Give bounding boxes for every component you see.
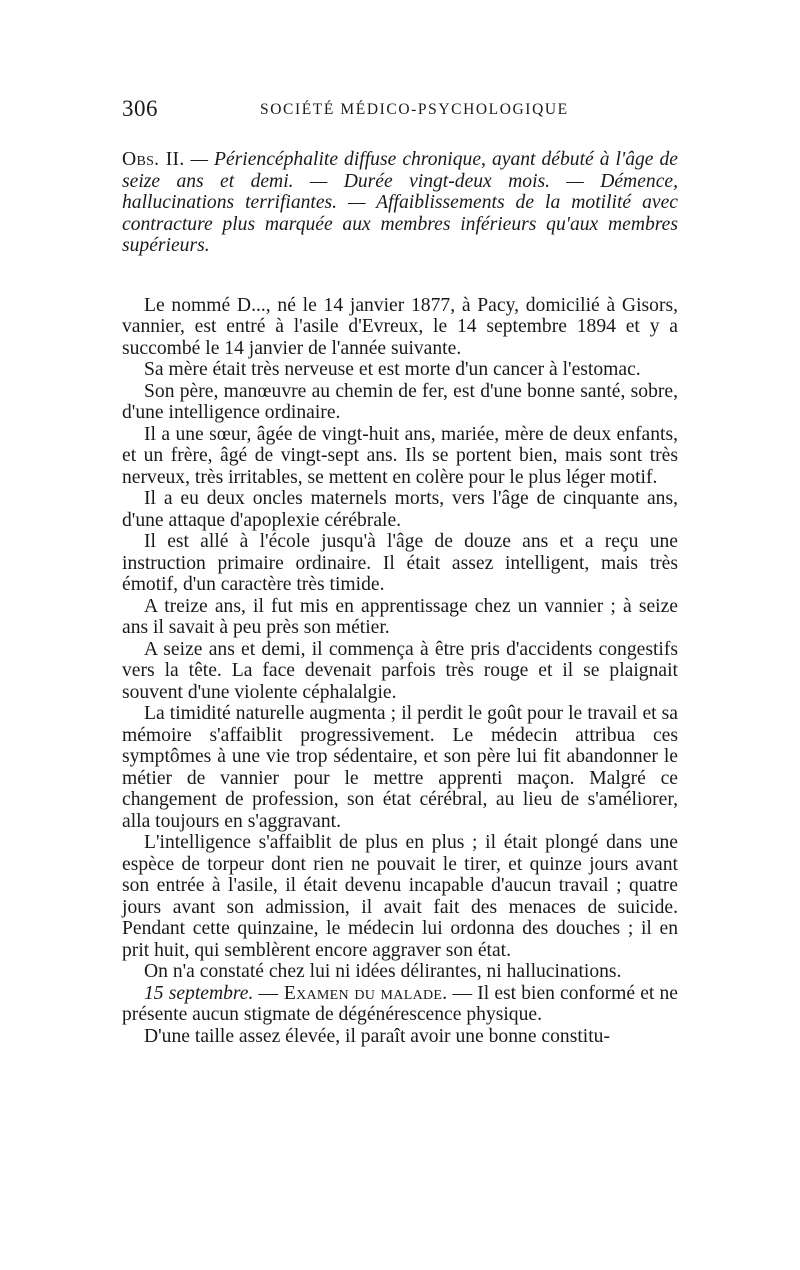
page-header — [122, 96, 678, 126]
page-number: 306 — [122, 96, 158, 121]
exam-date: 15 septembre. — [144, 982, 254, 1004]
paragraph: Il a une sœur, âgée de vingt-huit ans, mariée, mère de deux enfants, et un frère, âgé de vingt-sept ans. Ils se portent bien, mais sont très nerveux, très irritables, se mettent en colère pour le plus léger motif. — [122, 423, 678, 488]
last-paragraph: D'une taille assez élevée, il paraît avoir une bonne constitu- — [144, 1025, 610, 1047]
observation-title: — Périencéphalite diffuse chronique, ayant débuté à l'âge de seize ans et demi. — Durée vingt-deux mois. — Démence, hallucinations terrifiantes. — Affaiblissements de la motilité avec contracture plus marquée aux membres inférieurs qu'aux membres supérieurs. — [122, 149, 678, 256]
exam-heading: — Examen du malade. — [258, 982, 448, 1004]
paragraph: Sa mère était très nerveuse et est morte d'un cancer à l'estomac. — [144, 359, 641, 380]
paragraph: A seize ans et demi, il commença à être pris d'accidents congestifs vers la tête. La face devenait parfois très rouge et il se plaignait souvent d'une violente céphalalgie. — [122, 638, 678, 703]
running-title: SOCIÉTÉ MÉDICO-PSYCHOLOGIQUE — [260, 101, 569, 118]
paragraph: Le nommé D..., né le 14 janvier 1877, à Pacy, domicilié à Gisors, vannier, est entré à l'asile d'Evreux, le 14 septembre 1894 et y a succombé le 14 janvier de l'année suivante. — [122, 294, 678, 359]
exam-paragraph — [122, 983, 678, 1026]
paragraph: Son père, manœuvre au chemin de fer, est d'une bonne santé, sobre, d'une intelligence ordinaire. — [122, 380, 678, 423]
observation-heading — [122, 149, 678, 257]
paragraph: Il est allé à l'école jusqu'à l'âge de douze ans et a reçu une instruction primaire ordinaire. Il était assez intelligent, mais très émotif, d'un caractère très timide. — [122, 531, 678, 595]
paragraph: On n'a constaté chez lui ni idées délirantes, ni hallucinations. — [144, 961, 622, 982]
observation-label: Obs. II. — [122, 149, 185, 170]
paragraph: L'intelligence s'affaiblit de plus en plus ; il était plongé dans une espèce de torpeur dont rien ne pouvait le tirer, et quinze jours avant son entrée à l'asile, il était devenu incapable d'aucun travail ; quatre jours avant son admission, il avait fait des menaces de suicide. Pendant cette quinzaine, le médecin lui ordonna des douches ; il en prit huit, qui semblèrent encore aggraver son état. — [122, 832, 678, 961]
paragraph: Il a eu deux oncles maternels morts, vers l'âge de cinquante ans, d'une attaque d'apoplexie cérébrale. — [122, 488, 678, 531]
paragraph: La timidité naturelle augmenta ; il perdit le goût pour le travail et sa mémoire s'affaiblit progressivement. Le médecin attribua ces symptômes à une vie trop sédentaire, et son père lui fit abandonner le métier de vannier pour le mettre apprenti maçon. Malgré ce changement de profession, son état cérébral, au lieu de s'améliorer, alla toujours en s'aggravant. — [122, 703, 678, 832]
paragraph: A treize ans, il fut mis en apprentissage chez un vannier ; à seize ans il savait à peu près son métier. — [122, 595, 678, 638]
body-text — [122, 149, 678, 1047]
exam-text: — Il est bien conformé et ne présente aucun stigmate de dégénérescence physique. — [122, 982, 678, 1025]
